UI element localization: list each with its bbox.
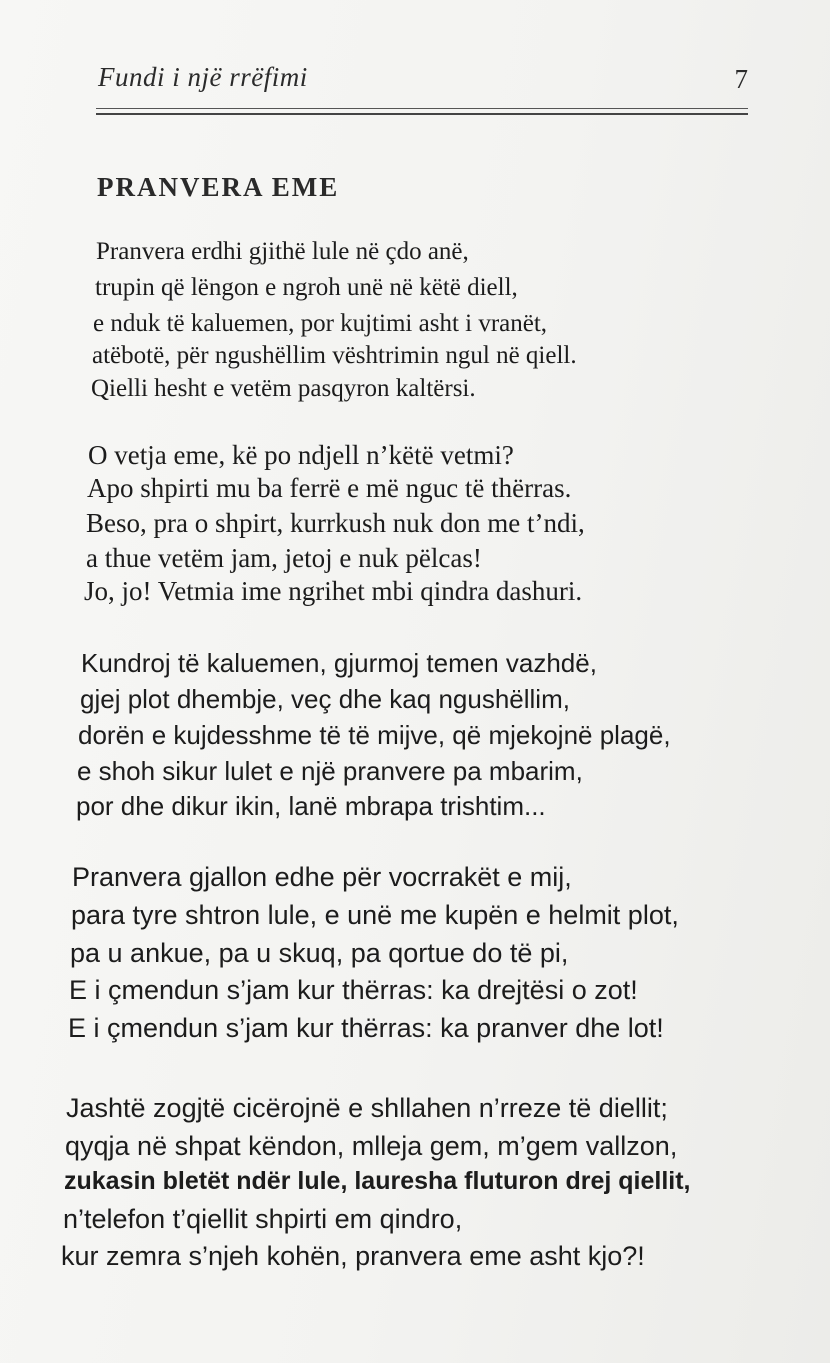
poem-line: Jashtë zogjtë cicërojnë e shllahen n’rreze të diellit; <box>66 1093 668 1123</box>
poem-line: atëbotë, për ngushëllim vështrimin ngul në qiell. <box>92 342 577 369</box>
poem-line: n’telefon t’qiellit shpirti em qindro, <box>63 1204 463 1234</box>
book-title: Fundi i një rrëfimi <box>98 62 308 92</box>
poem-line: kur zemra s’njeh kohën, pranvera eme asht kjo?! <box>61 1241 645 1271</box>
poem-line: Beso, pra o shpirt, kurrkush nuk don me t’ndi, <box>86 508 585 538</box>
poem-line: qyqja në shpat këndon, mlleja gem, m’gem vallzon, <box>65 1131 678 1161</box>
poem-line: Apo shpirti mu ba ferrë e më nguc të thërras. <box>87 473 572 503</box>
page-number: 7 <box>734 64 748 94</box>
poem-title: PRANVERA EME <box>97 172 340 202</box>
poem-line: por dhe dikur ikin, lanë mbrapa trishtim... <box>76 791 546 821</box>
poem-line: Kundroj të kaluemen, gjurmoj temen vazhdë, <box>81 648 597 678</box>
poem-line: zukasin bletët ndër lule, lauresha fluturon drej qiellit, <box>64 1167 691 1195</box>
poem-line: O vetja eme, kë po ndjell n’këtë vetmi? <box>88 440 514 470</box>
header-rule-thick <box>96 113 748 115</box>
poem-line: Qielli hesht e vetëm pasqyron kaltërsi. <box>91 375 476 402</box>
running-header <box>98 62 748 102</box>
poem-line: e shoh sikur lulet e një pranvere pa mbarim, <box>77 756 583 786</box>
header-rule-thin <box>96 108 748 109</box>
poem-line: gjej plot dhembje, veç dhe kaq ngushëllim, <box>80 684 570 714</box>
poem-line: pa u ankue, pa u skuq, pa qortue do të pi, <box>70 938 569 968</box>
poem-line: Jo, jo! Vetmia ime ngrihet mbi qindra dashuri. <box>84 576 583 606</box>
poem-line: E i çmendun s’jam kur thërras: ka pranver dhe lot! <box>68 1013 664 1043</box>
poem-line: trupin që lëngon e ngroh unë në këtë diell, <box>95 274 518 301</box>
poem-line: para tyre shtron lule, e unë me kupën e helmit plot, <box>71 900 679 930</box>
poem-line: e nduk të kaluemen, por kujtimi asht i vranët, <box>93 310 548 337</box>
poem-line: a thue vetëm jam, jetoj e nuk pëlcas! <box>86 543 482 573</box>
poem-line: E i çmendun s’jam kur thërras: ka drejtësi o zot! <box>69 975 638 1005</box>
poem-line: Pranvera gjallon edhe për vocrrakët e mij, <box>72 862 572 892</box>
poem-line: dorën e kujdesshme të të mijve, që mjekojnë plagë, <box>78 720 671 750</box>
poem-line: Pranvera erdhi gjithë lule në çdo anë, <box>96 238 469 265</box>
